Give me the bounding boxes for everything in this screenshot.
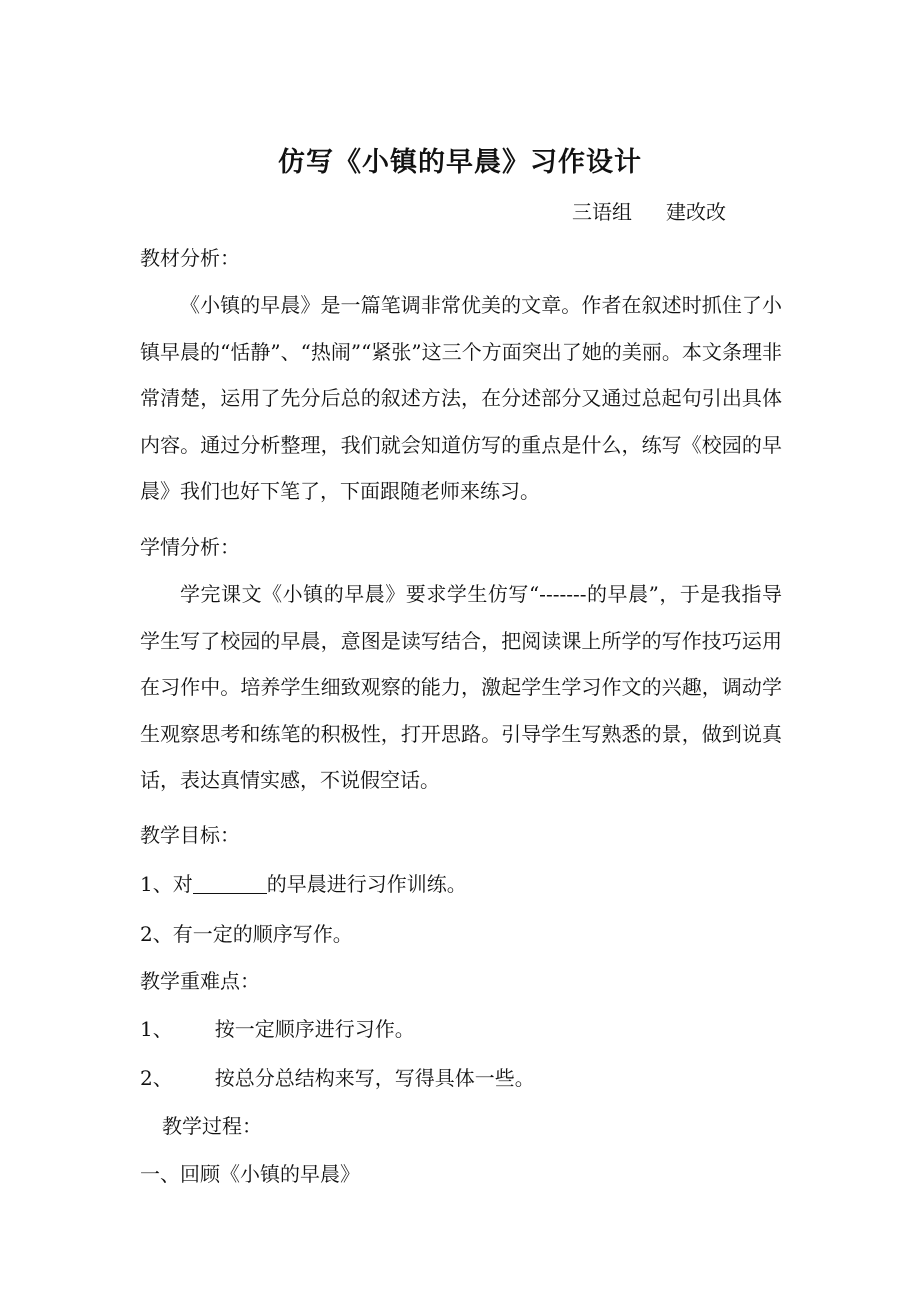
key-point-1-number: 1、 (140, 1017, 173, 1041)
material-analysis-paragraph: 《小镇的早晨》是一篇笔调非常优美的文章。作者在叙述时抓住了小镇早晨的“恬静”、“热闹”“紧张”这三个方面突出了她的美丽。本文条理非常清楚，运用了先分后总的叙述方法，在分述部分又通过总起句引出具体内容。通过分析整理，我们就会知道仿写的重点是什么，练写《校园的早晨》我们也好下笔了，下面跟随老师来练习。 (140, 293, 782, 504)
document-title: 仿写《小镇的早晨》习作设计 (278, 147, 642, 178)
key-point-1-text: 按一定顺序进行习作。 (214, 1017, 415, 1041)
material-analysis-heading: 教材分析： (140, 246, 240, 270)
key-point-2-text: 按总分总结构来写，写得具体一些。 (214, 1066, 535, 1090)
student-analysis-heading: 学情分析： (140, 535, 240, 559)
author-line (572, 196, 726, 225)
teaching-process-step-1: 一、回顾《小镇的早晨》 (140, 1162, 360, 1186)
teaching-goal-heading: 教学目标： (140, 823, 240, 847)
fill-in-blank (193, 873, 267, 894)
teaching-process-heading: 教学过程： (162, 1114, 262, 1138)
key-points-heading: 教学重难点： (140, 969, 260, 993)
goal-1-prefix: 1、对 (140, 872, 193, 896)
key-point-2-number: 2、 (140, 1066, 173, 1090)
goal-1-suffix: 的早晨进行习作训练。 (266, 872, 467, 896)
student-analysis-paragraph: 学完课文《小镇的早晨》要求学生仿写“-------的早晨”，于是我指导学生写了校园的早晨，意图是读写结合，把阅读课上所学的写作技巧运用在习作中。培养学生细致观察的能力，激起学生学习作文的兴趣，调动学生观察思考和练笔的积极性，打开思路。引导学生写熟悉的景，做到说真话，表达真情实感，不说假空话。 (140, 582, 782, 793)
key-point-1 (140, 1015, 785, 1043)
author-group: 三语组 (572, 200, 632, 224)
key-point-2 (140, 1064, 785, 1092)
teaching-goal-1 (140, 870, 785, 898)
author-name: 建改改 (666, 200, 726, 224)
teaching-goal-2: 2、有一定的顺序写作。 (140, 922, 353, 946)
